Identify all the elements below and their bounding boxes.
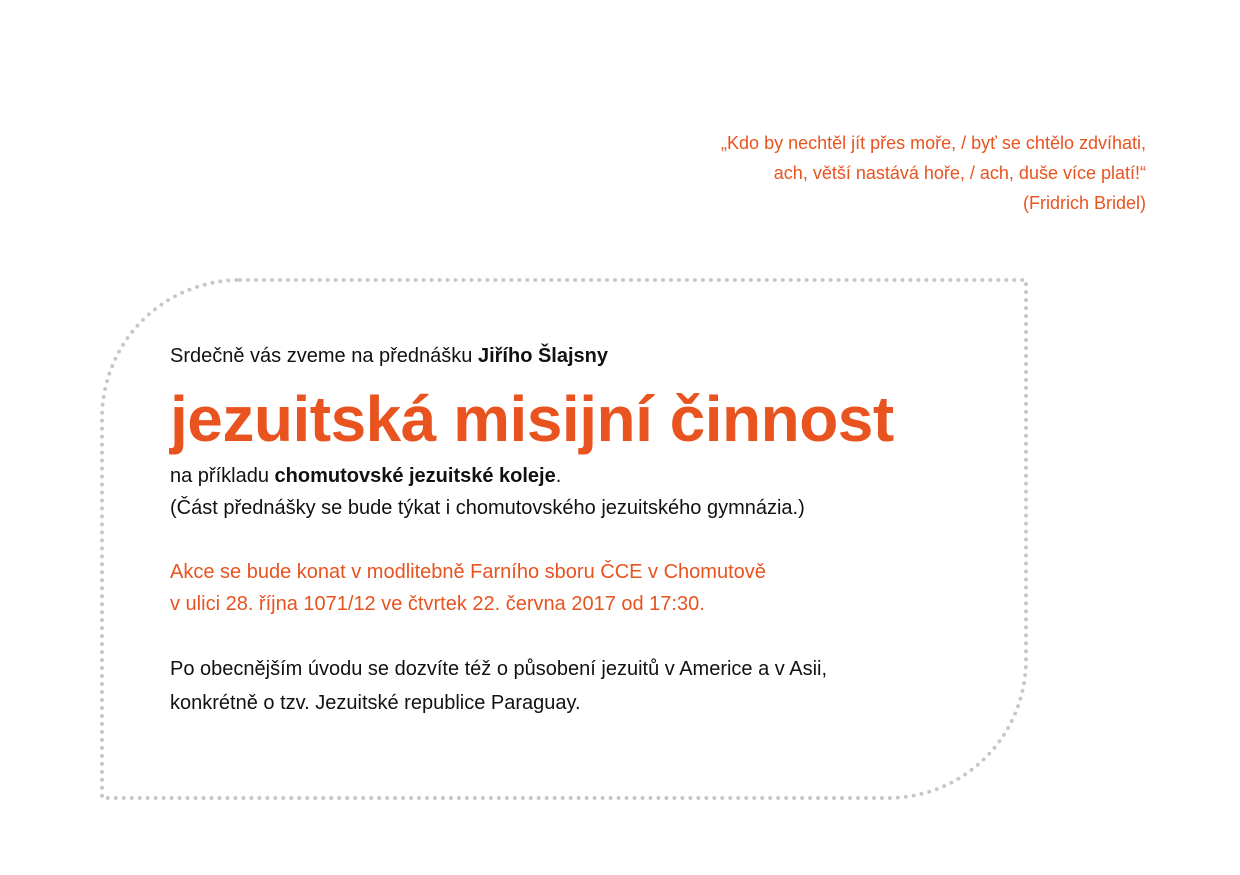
subtitle-prefix: na příkladu <box>170 465 275 487</box>
invite-line <box>170 340 1010 372</box>
quote-author: (Fridrich Bridel) <box>1022 193 1146 213</box>
subtitle-note: (Část přednášky se bude týkat i chomutovského jezuitského gymnázia.) <box>170 497 805 519</box>
quote-line-1: „Kdo by nechtěl jít přes moře, / byť se chtělo zdvíhati, <box>721 133 1146 153</box>
invite-text: Srdečně vás zveme na přednášku <box>170 345 478 367</box>
invitation-content <box>170 340 1010 720</box>
epigraph-quote <box>721 128 1146 218</box>
subtitle-suffix: . <box>555 465 562 487</box>
description-line-1: Po obecnějším úvodu se dozvíte též o působení jezuitů v Americe a v Asii, <box>170 658 828 680</box>
subtitle-bold: chomutovské jezuitské koleje <box>274 465 556 487</box>
subtitle-line <box>170 460 1010 492</box>
speaker-name: Jiřího Šlajsny <box>477 345 609 367</box>
event-line-2: v ulici 28. října 1071/12 ve čtvrtek 22. června 2017 od 17:30. <box>170 593 705 615</box>
quote-line-2: ach, větší nastává hoře, / ach, duše více platí!“ <box>773 163 1146 183</box>
event-line-1: Akce se bude konat v modlitebně Farního sboru ČCE v Chomutově <box>170 561 766 583</box>
lecture-title: jezuitská misijní činnost <box>170 383 894 455</box>
description-line-2: konkrétně o tzv. Jezuitské republice Paraguay. <box>170 692 581 714</box>
